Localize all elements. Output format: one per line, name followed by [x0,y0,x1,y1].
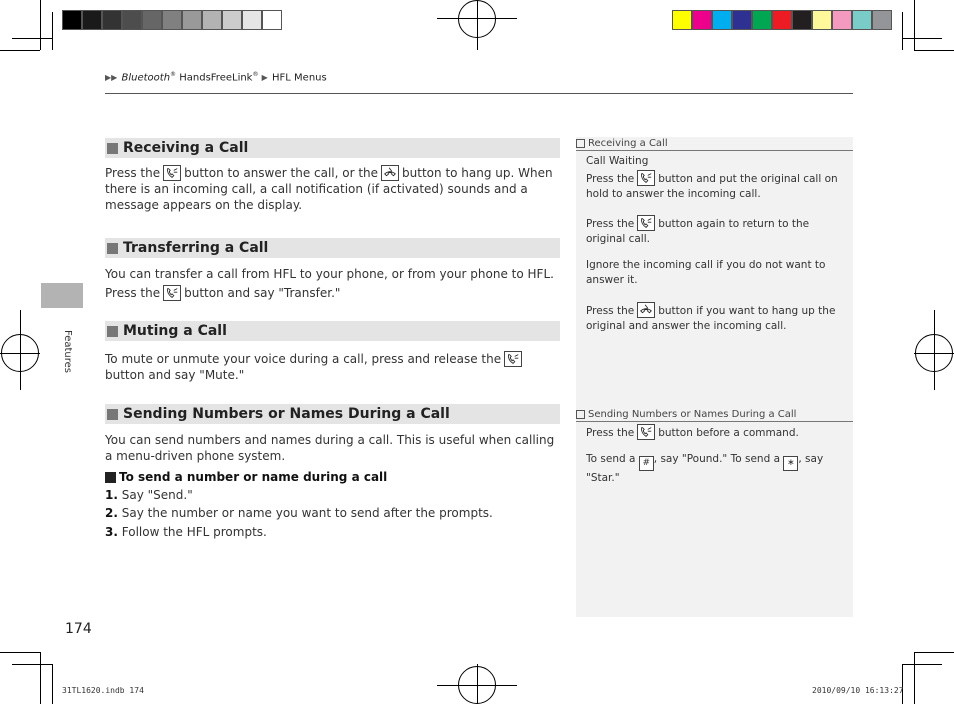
section-square-icon [107,243,118,254]
note-head-text: Receiving a Call [588,137,668,149]
note-sending-p1 [586,424,844,441]
text: button before a command. [658,427,799,439]
page-number: 174 [65,621,92,637]
gray-swatch [202,10,222,30]
text: button and say "Transfer." [184,286,341,300]
process-color-swatch [672,10,692,30]
section-title-muting [105,321,560,341]
section-square-icon [107,409,118,420]
process-color-swatch [852,10,872,30]
section-title-text: Sending Numbers or Names During a Call [123,406,450,422]
text: To send a [586,453,636,465]
step-text: Say "Send." [121,488,193,502]
step-text: Follow the HFL prompts. [121,525,267,539]
text: button again to return to the original call. [586,218,810,245]
gray-swatch [102,10,122,30]
footer-file-info: 31TL1620.indb 174 [62,686,144,695]
gray-swatch [162,10,182,30]
breadcrumb-hfl-menus: HFL Menus [272,72,327,84]
step-2 [105,506,493,520]
breadcrumb [105,71,327,83]
note-call-waiting-title: Call Waiting [586,155,649,167]
hang-up-icon [637,302,655,318]
text: button and say "Mute." [105,368,245,382]
pick-up-icon [637,215,655,231]
section-title-receiving [105,138,560,158]
process-color-swatch [792,10,812,30]
pound-key-icon: # [639,456,654,471]
section-square-icon [107,326,118,337]
text: Press the [105,166,161,180]
step-number: 2. [105,506,118,520]
text: button and put the original call on hold to answer the incoming call. [586,173,838,200]
pick-up-icon [163,285,181,301]
step-number: 1. [105,488,118,502]
registered-mark: ® [170,71,177,78]
subhead-text: To send a number or name during a call [119,470,388,484]
gray-swatch [82,10,102,30]
process-color-swatch [832,10,852,30]
text: Press the [586,173,635,185]
gray-swatch [142,10,162,30]
note-receiving-p3: Ignore the incoming call if you do not want to answer it. [586,259,826,286]
section-title-text: Receiving a Call [123,140,249,156]
process-color-bar [672,10,892,30]
note-receiving-p1 [586,170,844,202]
text: button to answer the call, or the [184,166,379,180]
process-color-swatch [752,10,772,30]
note-receiving-p4 [586,302,844,334]
gray-swatch [222,10,242,30]
chapter-label: Features [62,330,73,373]
pick-up-icon [637,424,655,440]
gray-swatch [242,10,262,30]
breadcrumb-arrow-icon: ▶ [261,73,268,83]
section-title-text: Transferring a Call [123,240,269,256]
subhead-square-icon [105,472,116,483]
muting-text [105,351,560,383]
process-color-swatch [732,10,752,30]
note-head-sending [576,407,853,422]
step-number: 3. [105,525,118,539]
text: button if you want to hang up the original and answer the incoming call. [586,305,836,332]
star-key-icon: ∗ [783,456,798,471]
breadcrumb-handsfreelink: HandsFreeLink [179,72,253,84]
notes-panel [576,137,853,617]
text: Press the [586,305,635,317]
gray-swatch [122,10,142,30]
text: You can transfer a call from HFL to your phone, or from your phone to HFL. Press the [105,267,554,300]
breadcrumb-arrow-icon: ▶▶ [105,73,118,83]
section-title-text: Muting a Call [123,323,227,339]
note-marker-icon [576,139,585,148]
text: Press the [586,427,635,439]
pick-up-icon [504,351,522,367]
text: button to hang up. When there is an incoming call, a call notification (if activated) sounds and a message appears on the display. [105,166,553,212]
note-sending-p2 [586,452,844,486]
step-3 [105,525,267,539]
note-head-receiving [576,136,853,151]
breadcrumb-bluetooth: Bluetooth [121,72,171,84]
text: Press the [586,218,635,230]
step-1 [105,488,193,502]
text: , say "Pound." To send a [653,453,781,465]
transferring-text [105,265,560,303]
section-square-icon [107,143,118,154]
process-color-swatch [712,10,732,30]
pick-up-icon [163,165,181,181]
sending-text: You can send numbers and names during a call. This is useful when calling a menu-driven phone system. [105,433,555,463]
receiving-text [105,165,560,213]
text: To mute or unmute your voice during a call, press and release the [105,352,502,366]
process-color-swatch [812,10,832,30]
chapter-tab [41,283,83,308]
process-color-swatch [772,10,792,30]
sending-subhead [105,470,387,484]
step-text: Say the number or name you want to send after the prompts. [121,506,493,520]
section-title-sending [105,404,560,424]
process-color-swatch [692,10,712,30]
gray-swatch [262,10,282,30]
gray-swatch [182,10,202,30]
registered-mark: ® [252,71,259,78]
text: , say "Star." [586,453,824,484]
header-rule [105,93,853,94]
note-head-text: Sending Numbers or Names During a Call [588,408,797,420]
pick-up-icon [637,170,655,186]
grayscale-bar [62,10,282,30]
note-receiving-p2 [586,215,844,247]
process-color-swatch [872,10,892,30]
gray-swatch [62,10,82,30]
section-title-transferring [105,238,560,258]
note-marker-icon [576,410,585,419]
footer-timestamp: 2010/09/10 16:13:27 [812,686,904,695]
hang-up-icon [381,165,399,181]
